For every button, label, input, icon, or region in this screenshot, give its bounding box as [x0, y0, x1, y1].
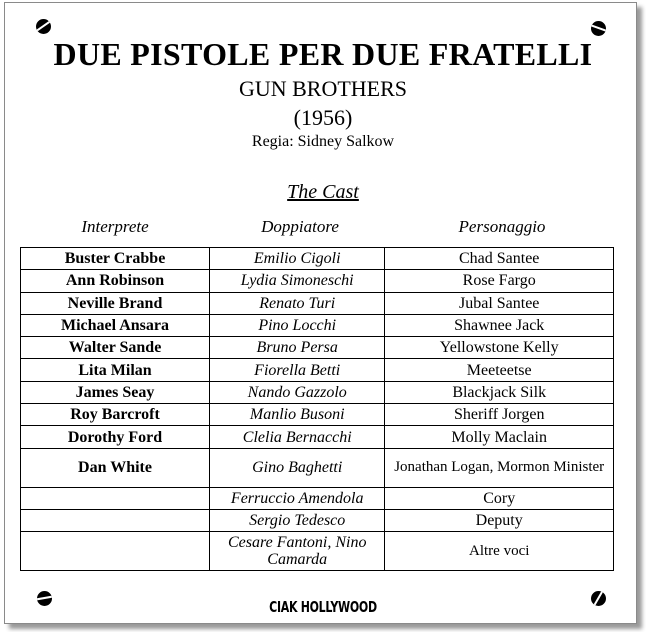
role-cell: Rose Fargo	[385, 270, 614, 292]
cast-table	[20, 247, 614, 571]
table-row	[21, 426, 614, 448]
ciak-hollywood-logo: CIAK HOLLYWOOD	[269, 598, 377, 617]
role-cell: Deputy	[385, 509, 614, 531]
dubber-cell: Fiorella Betti	[210, 359, 385, 381]
actor-cell: Buster Crabbe	[21, 248, 210, 270]
actor-cell: James Seay	[21, 381, 210, 403]
actor-cell: Dan White	[21, 448, 210, 487]
screw-icon	[591, 21, 606, 36]
actor-cell: Ann Robinson	[21, 270, 210, 292]
dubber-cell: Pino Locchi	[210, 314, 385, 336]
table-row	[21, 248, 614, 270]
role-cell: Chad Santee	[385, 248, 614, 270]
role-cell: Sheriff Jorgen	[385, 404, 614, 426]
table-row	[21, 270, 614, 292]
cast-heading: The Cast	[287, 181, 359, 203]
dubber-cell: Nando Gazzolo	[210, 381, 385, 403]
column-header-dubber: Doppiatore	[261, 217, 339, 236]
actor-cell: Michael Ansara	[21, 314, 210, 336]
table-row	[21, 448, 614, 487]
dubber-cell: Lydia Simoneschi	[210, 270, 385, 292]
release-year: (1956)	[293, 105, 353, 130]
table-row	[21, 487, 614, 509]
actor-cell: Roy Barcroft	[21, 404, 210, 426]
role-cell: Meeteetse	[385, 359, 614, 381]
role-cell: Yellowstone Kelly	[385, 337, 614, 359]
table-row	[21, 337, 614, 359]
dubber-cell: Bruno Persa	[210, 337, 385, 359]
table-row	[21, 292, 614, 314]
table-row	[21, 404, 614, 426]
role-cell: Blackjack Silk	[385, 381, 614, 403]
table-row	[21, 314, 614, 336]
dubber-cell: Clelia Bernacchi	[210, 426, 385, 448]
dubber-cell: Manlio Busoni	[210, 404, 385, 426]
column-header-role: Personaggio	[458, 217, 546, 236]
dubber-cell: Cesare Fantoni, Nino Camarda	[210, 532, 385, 571]
actor-cell: Walter Sande	[21, 337, 210, 359]
dubber-cell: Gino Baghetti	[210, 448, 385, 487]
role-cell: Shawnee Jack	[385, 314, 614, 336]
actor-cell	[21, 509, 210, 531]
actor-cell	[21, 487, 210, 509]
director-credit: Regia: Sidney Salkow	[251, 133, 395, 150]
role-cell: Molly Maclain	[385, 426, 614, 448]
column-header-actor: Interprete	[81, 217, 149, 236]
original-title: GUN BROTHERS	[238, 76, 408, 101]
dubber-cell: Sergio Tedesco	[210, 509, 385, 531]
role-cell: Jonathan Logan, Mormon Minister	[385, 448, 614, 487]
actor-cell: Neville Brand	[21, 292, 210, 314]
table-row	[21, 359, 614, 381]
film-title: DUE PISTOLE PER DUE FRATELLI	[53, 36, 593, 72]
actor-cell: Dorothy Ford	[21, 426, 210, 448]
dubber-cell: Emilio Cigoli	[210, 248, 385, 270]
dubber-cell: Renato Turi	[210, 292, 385, 314]
dubber-cell: Ferruccio Amendola	[210, 487, 385, 509]
table-row	[21, 509, 614, 531]
screw-icon	[36, 19, 51, 34]
role-cell: Cory	[385, 487, 614, 509]
role-cell: Jubal Santee	[385, 292, 614, 314]
actor-cell: Lita Milan	[21, 359, 210, 381]
table-row	[21, 381, 614, 403]
actor-cell	[21, 532, 210, 571]
table-row	[21, 532, 614, 571]
role-cell: Altre voci	[385, 532, 614, 571]
